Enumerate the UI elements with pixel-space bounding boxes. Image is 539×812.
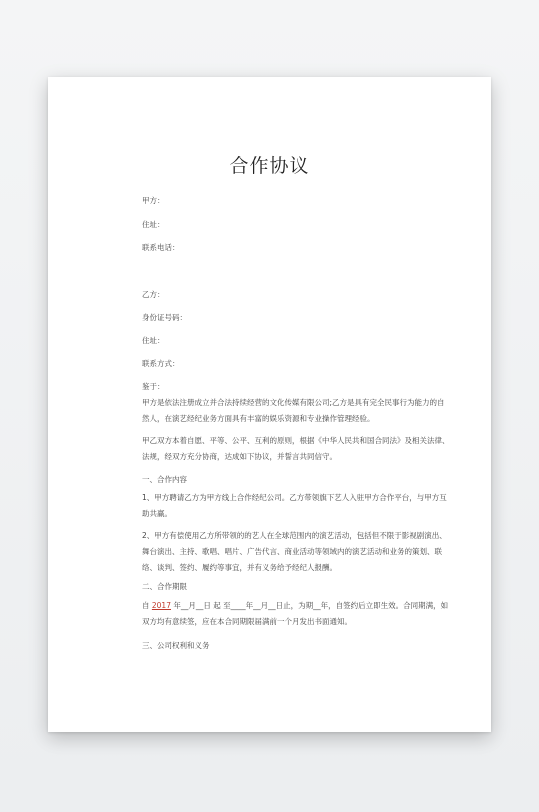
section-2-title: 二、合作期限 — [142, 582, 187, 591]
party-a-phone-label: 联系电话： — [142, 243, 180, 252]
party-b-id-label: 身份证号码： — [142, 313, 187, 322]
whereas-label: 鉴于： — [142, 382, 165, 391]
clause-1: 1、甲方聘请乙方为甲方线上合作经纪公司。乙方带领旗下艺人入驻甲方合作平台，与甲方互助共赢。 — [142, 493, 447, 518]
term-rest: 年__月__日 起 至____年__月__日止，为期__年，自签约后立即生效。合同期满，如双方均有意续签，应在本合同期限届满前一个月发出书面通知。 — [142, 601, 449, 626]
party-b-address-label: 住址： — [142, 336, 165, 345]
party-a-address-label: 住址： — [142, 220, 165, 229]
section-3-title: 三、公司权利和义务 — [142, 641, 210, 650]
paragraph-principles: 甲乙双方本着自愿、平等、公平、互利的原则，根据《中华人民共和国合同法》及相关法律、法规，经双方充分协商，达成如下协议，并誓言共同信守。 — [142, 436, 450, 461]
section-1-title: 一、合作内容 — [142, 475, 187, 484]
clause-2: 2、甲方有偿使用乙方所带领的的艺人在全球范围内的演艺活动，包括但不限于影视剧演出、舞台演出、主持、歌唱、唱片、广告代言、商业活动等领域内的演艺活动和业务的策划、联络、谈判、签约、履约等事宜，并有义务给予经纪人报酬。 — [142, 531, 447, 572]
term-prefix: 自 — [142, 601, 150, 610]
document-title: 合作协议 — [229, 155, 310, 177]
party-b-contact-label: 联系方式： — [142, 359, 180, 368]
document-page — [48, 77, 491, 732]
party-a-label: 甲方： — [142, 196, 165, 205]
term-clause — [142, 598, 450, 630]
term-year: 2017 — [151, 601, 171, 610]
paragraph-recital: 甲方是依法注册成立并合法持续经营的文化传媒有限公司;乙方是具有完全民事行为能力的自然人，在演艺经纪业务方面具有丰富的娱乐资源和专业操作管理经验。 — [142, 398, 445, 423]
party-b-label: 乙方： — [142, 290, 165, 299]
